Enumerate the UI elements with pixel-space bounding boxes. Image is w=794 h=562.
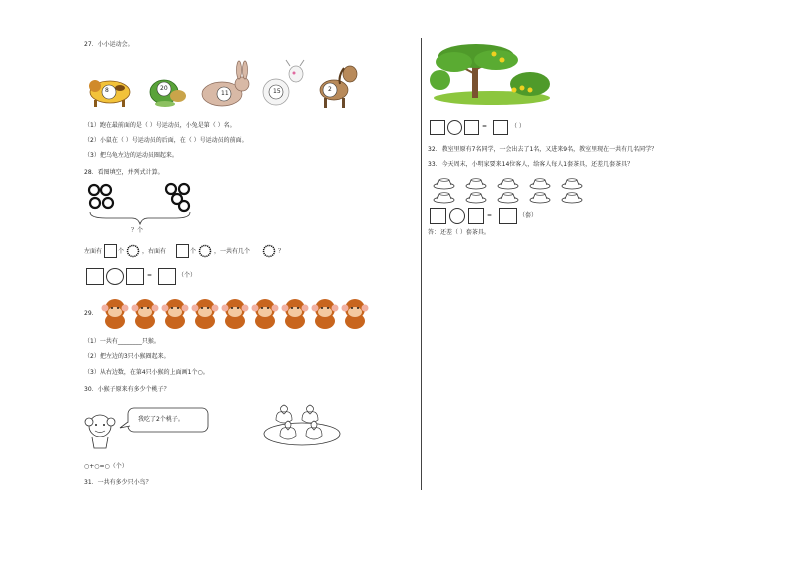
q33-answer: 答：还差（ ）套茶具。 <box>428 229 490 236</box>
fill-text: 左面有 <box>84 248 103 255</box>
fill-text: 个 <box>190 248 197 255</box>
bird-icon <box>500 58 505 63</box>
teacup-icon <box>562 193 582 203</box>
brace-label: ？个 <box>131 227 144 234</box>
teacup-icon <box>434 193 454 203</box>
sun-ring-icon <box>126 244 140 258</box>
q29-line-2: （2）把左边的3只小猴圈起来。 <box>84 353 170 360</box>
q29-line-3: （3）从右边数，在第4只小猴的上面画1个○。 <box>84 369 209 376</box>
answer-box[interactable] <box>86 268 104 285</box>
column-divider <box>421 38 422 490</box>
sun-ring-icon <box>262 244 276 258</box>
q27-animal-row <box>86 62 366 110</box>
q33-title: 33．今天周末，小明家要来14位客人，给客人每人1套茶具，还差几套茶具？ <box>428 161 634 168</box>
fill-text: ，一共有几个 <box>214 248 251 255</box>
speech-text: 我吃了2个桃子。 <box>138 416 184 423</box>
fill-text: ？ <box>278 248 285 255</box>
athlete-number: 2 <box>328 86 332 93</box>
q33-cup-grid <box>434 177 594 209</box>
teacup-icon <box>466 193 486 203</box>
monkey-icon <box>132 299 159 329</box>
q27-line-3: （3）把乌龟左边的运动员圈起来。 <box>84 152 178 159</box>
q29-number: 29. <box>84 310 94 317</box>
cow-icon <box>89 80 130 107</box>
peach-icon <box>302 405 318 423</box>
monkey-icon <box>252 299 279 329</box>
monkey-icon <box>85 415 115 448</box>
answer-box[interactable] <box>430 208 446 224</box>
unit-label: （ ） <box>511 123 525 130</box>
bird-icon <box>528 88 533 93</box>
athlete-number: 11 <box>221 90 229 97</box>
answer-box[interactable] <box>176 244 189 258</box>
equals-sign: = <box>147 272 153 279</box>
athlete-number: 15 <box>273 88 281 95</box>
answer-box[interactable] <box>468 208 484 224</box>
athlete-number: 20 <box>160 85 168 92</box>
rabbit-icon <box>202 61 249 106</box>
equals-sign: = <box>487 212 493 219</box>
q30-monkey-speech <box>84 404 224 454</box>
bird-icon <box>492 52 497 57</box>
q27-line-2: （2）小鼠在（ ）号运动员的后面，在（ ）号运动员的前面。 <box>84 137 248 144</box>
bird-icon <box>520 86 525 91</box>
monkey-icon <box>222 299 249 329</box>
teacup-icon <box>498 179 518 189</box>
horse-icon <box>320 66 357 108</box>
goat-icon <box>263 60 304 105</box>
q30-equation: ○+○=○（个） <box>84 463 128 470</box>
answer-box[interactable] <box>493 120 508 135</box>
monkey-icon <box>162 299 189 329</box>
bird-icon <box>512 88 517 93</box>
sun-ring-icon <box>198 244 212 258</box>
q28-ring-groups <box>86 182 206 232</box>
teacup-icon <box>434 179 454 189</box>
teacup-icon <box>466 179 486 189</box>
answer-box[interactable] <box>104 244 117 258</box>
q27-title: 27．小小运动会。 <box>84 41 134 48</box>
q28-title: 28．看图填空，并列式计算。 <box>84 169 164 176</box>
operator-circle[interactable] <box>106 268 124 285</box>
answer-box[interactable] <box>464 120 479 135</box>
peach-plate <box>262 404 342 446</box>
tree-icon <box>430 44 550 105</box>
monkey-icon <box>102 299 129 329</box>
unit-label: （个） <box>178 272 197 279</box>
brace-icon <box>90 212 190 224</box>
q29-line-1: （1）一共有________只猴。 <box>84 338 160 345</box>
q31-title: 31．一共有多少只小鸟？ <box>84 479 152 486</box>
answer-box[interactable] <box>158 268 176 285</box>
monkey-icon <box>342 299 369 329</box>
answer-box[interactable] <box>430 120 445 135</box>
q32-title: 32．教室里原有7名同学，一会出去了1名，又进来9名，教室里现在一共有几名同学？ <box>428 146 658 153</box>
athlete-number: 8 <box>105 87 109 94</box>
equals-sign: = <box>482 123 488 130</box>
answer-box[interactable] <box>499 208 517 224</box>
tree-with-birds <box>432 40 552 105</box>
q30-title: 30．小猴子原来有多少个桃子？ <box>84 386 170 393</box>
teacup-icon <box>498 193 518 203</box>
teacup-icon <box>530 179 550 189</box>
q27-line-1: （1）跑在最前面的是（ ）号运动员，小兔是第（ ）名。 <box>84 122 236 129</box>
operator-circle[interactable] <box>449 208 465 224</box>
fill-text: 个 <box>118 248 125 255</box>
peach-icon <box>276 405 292 423</box>
teacup-icon <box>562 179 582 189</box>
monkey-icon <box>312 299 339 329</box>
plate-icon <box>264 423 340 445</box>
teacup-icon <box>530 193 550 203</box>
operator-circle[interactable] <box>447 120 462 135</box>
fill-text: ，右面有 <box>142 248 167 255</box>
monkey-icon <box>282 299 309 329</box>
unit-label: （套） <box>519 212 538 219</box>
monkey-icon <box>192 299 219 329</box>
q29-monkey-row <box>101 297 376 331</box>
answer-box[interactable] <box>126 268 144 285</box>
turtle-icon <box>150 80 186 107</box>
